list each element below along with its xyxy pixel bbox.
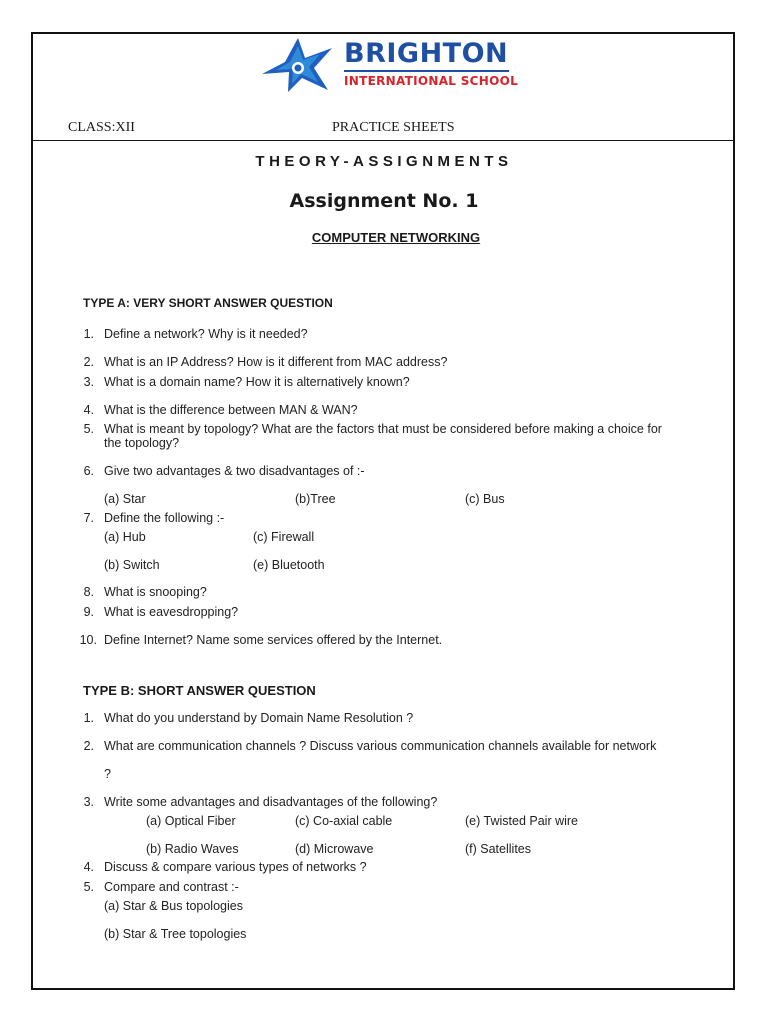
question-text-continued: ? [104, 767, 111, 781]
school-name: BRIGHTON [344, 38, 509, 69]
question-text: Define a network? Why is it needed? [104, 327, 308, 341]
question-number: 3. [83, 795, 94, 809]
question-number: 9. [83, 605, 94, 619]
option-item: (c) Firewall [253, 530, 315, 544]
question-text-continued: the topology? [104, 436, 180, 450]
option-item: (d) Microwave [295, 842, 374, 856]
question-text: What are communication channels ? Discuss various communication channels available for network [104, 739, 657, 753]
question-number: 2. [83, 355, 94, 369]
question-text: Write some advantages and disadvantages of the following? [104, 795, 438, 809]
question-number: 5. [83, 880, 94, 894]
page-title: THEORY-ASSIGNMENTS [255, 153, 513, 170]
question-number: 4. [83, 403, 94, 417]
question-text: What is snooping? [104, 585, 207, 599]
question-text: What is an IP Address? How is it different from MAC address? [104, 355, 448, 369]
option-item: (a) Star [104, 492, 146, 506]
option-item: (b)Tree [295, 492, 336, 506]
section-b-heading: TYPE B: SHORT ANSWER QUESTION [83, 683, 316, 698]
question-text: What is the difference between MAN & WAN? [104, 403, 358, 417]
question-text: What is eavesdropping? [104, 605, 239, 619]
question-number: 8. [83, 585, 94, 599]
sheet-label: PRACTICE SHEETS [332, 120, 455, 135]
school-subtitle: INTERNATIONAL SCHOOL [344, 74, 519, 88]
question-number: 7. [83, 511, 94, 525]
star-logo-icon [258, 36, 338, 94]
question-text: What do you understand by Domain Name Resolution ? [104, 711, 414, 725]
option-item: (a) Star & Bus topologies [104, 899, 243, 913]
assignment-title: Assignment No. 1 [289, 190, 479, 212]
option-item: (c) Bus [465, 492, 505, 506]
question-number: 6. [83, 464, 94, 478]
option-item: (b) Switch [104, 558, 160, 572]
option-item: (a) Optical Fiber [146, 814, 236, 828]
option-item: (f) Satellites [465, 842, 531, 856]
question-text: Give two advantages & two disadvantages of :- [104, 464, 365, 478]
question-text: Define Internet? Name some services offered by the Internet. [104, 633, 443, 647]
question-text: Compare and contrast :- [104, 880, 239, 894]
question-number: 2. [83, 739, 94, 753]
question-number: 4. [83, 860, 94, 874]
subject-title: COMPUTER NETWORKING [311, 230, 481, 245]
option-item: (a) Hub [104, 530, 146, 544]
header-divider [31, 140, 735, 141]
option-item: (b) Star & Tree topologies [104, 927, 247, 941]
option-item: (b) Radio Waves [146, 842, 239, 856]
class-label: CLASS:XII [68, 120, 135, 135]
question-text: Discuss & compare various types of networks ? [104, 860, 367, 874]
logo-divider [344, 70, 509, 72]
question-text: Define the following :- [104, 511, 225, 525]
option-item: (c) Co-axial cable [295, 814, 393, 828]
school-logo [258, 36, 518, 96]
option-item: (e) Bluetooth [253, 558, 325, 572]
question-number: 3. [83, 375, 94, 389]
question-text: What is a domain name? How it is alternatively known? [104, 375, 410, 389]
question-number: 1. [83, 711, 94, 725]
question-number: 10. [79, 633, 97, 647]
question-number: 5. [83, 422, 94, 436]
section-a-heading: TYPE A: VERY SHORT ANSWER QUESTION [83, 296, 333, 310]
question-text: What is meant by topology? What are the factors that must be considered before making a choice for [104, 422, 662, 436]
option-item: (e) Twisted Pair wire [465, 814, 578, 828]
question-number: 1. [83, 327, 94, 341]
